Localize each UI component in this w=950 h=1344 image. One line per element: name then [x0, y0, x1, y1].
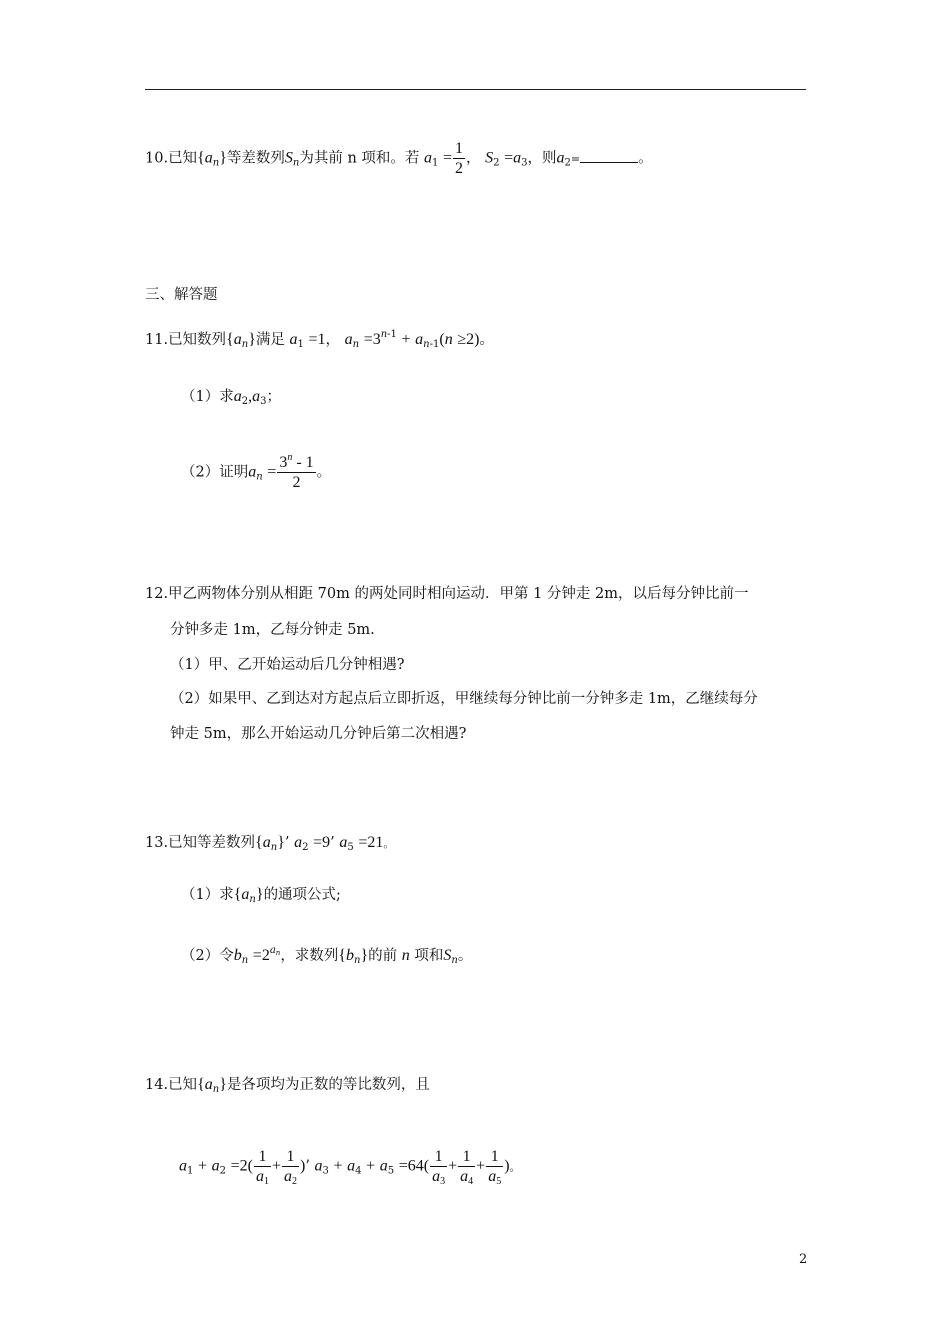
question-13: 13.已知等差数列$\{a_n\}$’ $a_2 =9$’ $a_5 =21$。 — [145, 834, 395, 853]
question-13-part-1: （1）求$\{a_n\}$的通项公式; — [181, 886, 341, 905]
question-10: 10.已知$\{a_n\}$等差数列$S_n$为其前 n 项和。若 $a_1$ = $\frac{1}{2}$ ， $S_2 =a_3$，则$a_2=$ 。 — [145, 140, 653, 177]
header-rule — [145, 89, 806, 90]
question-13-part-2: （2）令$b_n =2^{a_n}$，求数列$\{b_n\}$的前 n 项和$S_n$。 — [181, 945, 473, 966]
question-14: 14.已知$\{a_n\}$是各项均为正数的等比数列，且 — [145, 1076, 430, 1095]
question-12-line-2: 分钟多走 1m，乙每分钟走 5m. — [170, 622, 375, 638]
question-12-line-1: 12.甲乙两物体分别从相距 70m 的两处同时相向运动．甲第 1 分钟走 2m，以后每分钟比前一 — [145, 586, 749, 602]
question-12-line-5: 钟走 5m，那么开始运动几分钟后第二次相遇? — [170, 726, 467, 742]
question-11: 11.已知数列$\{a_n\}$满足 $a_1 =1$， $a_n =3^{n-1} + a_{n-1}(n \ge 2)$。 — [145, 329, 494, 350]
question-11-part-1: （1）求$a_2,a_3$； — [181, 388, 281, 407]
fraction-one-half: $\frac{1}{2}$ — [455, 140, 464, 177]
section-title: 三、解答题 — [145, 287, 218, 303]
question-12-line-4: （2）如果甲、乙到达对方起点后立即折返，甲继续每分钟比前一分钟多走 1m，乙继续每分 — [170, 691, 758, 707]
question-14-equation: $a_1 + a_2 =2$( $\frac{1}{a_1}$ + $\frac{1}{a_2}$ )’ $a_3 + a_4 + a_5 =64$( $\frac{1}{a_3}$ + $\frac{1}{a_4}$ + $\frac{1}{a_5}$ )。 — [179, 1148, 521, 1187]
fraction-3n-minus-1-over-2: $\frac{3^n - 1}{2}$ — [279, 452, 314, 491]
question-12-line-3: （1）甲、乙开始运动后几分钟相遇? — [170, 657, 405, 673]
question-11-part-2: （2）证明$a_n$ = $\frac{3^n - 1}{2}$ 。 — [181, 452, 332, 491]
page-number: 2 — [799, 1252, 808, 1267]
answer-blank — [580, 150, 638, 163]
